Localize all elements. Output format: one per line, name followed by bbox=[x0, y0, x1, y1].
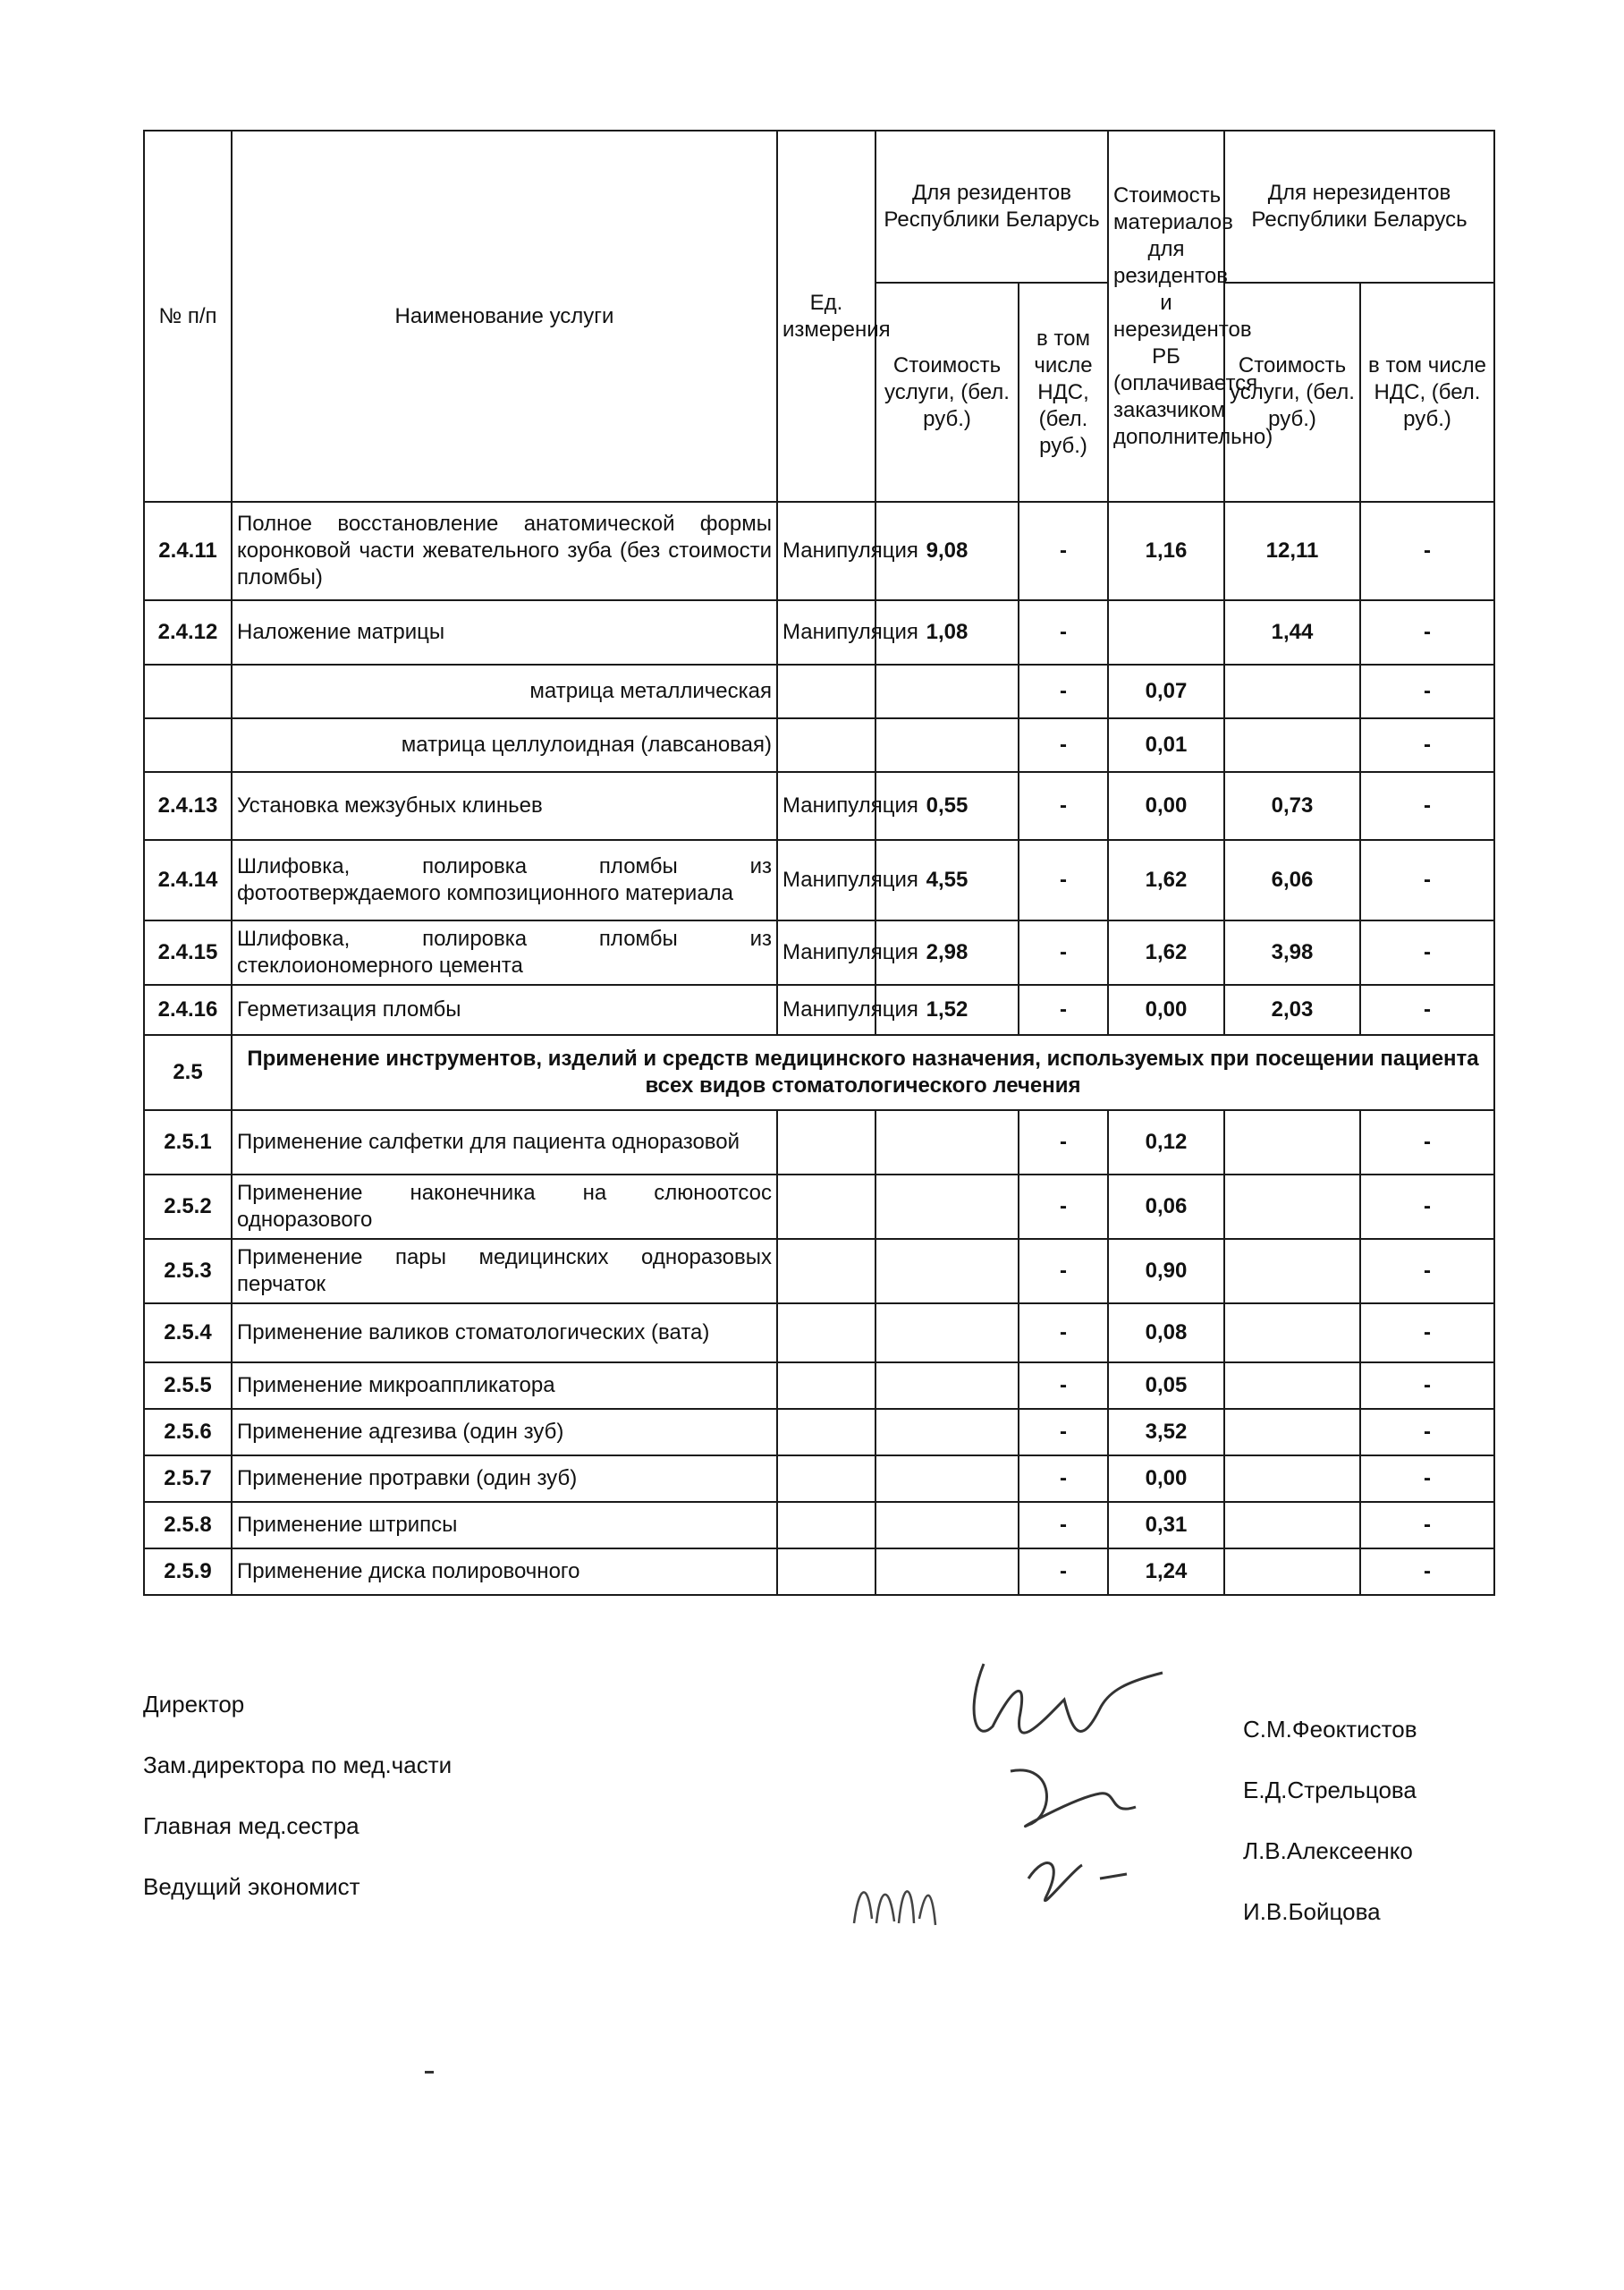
row-number: 2.5.7 bbox=[144, 1455, 232, 1502]
cost-nonresident: 1,44 bbox=[1224, 600, 1360, 665]
table-row bbox=[144, 840, 1494, 920]
unit-cell bbox=[777, 1455, 875, 1502]
vat-nonresident: - bbox=[1360, 600, 1494, 665]
material-cost: 0,00 bbox=[1108, 1455, 1224, 1502]
material-cost: 0,12 bbox=[1108, 1110, 1224, 1175]
signatory-title: Ведущий экономист bbox=[143, 1873, 360, 1900]
unit-cell: Манипуляция bbox=[777, 772, 875, 840]
row-number: 2.5.4 bbox=[144, 1303, 232, 1362]
cost-resident bbox=[875, 1548, 1019, 1595]
unit-cell: Манипуляция bbox=[777, 600, 875, 665]
header-material: Стоимость материалов для резидентов и нерезидентов РБ (оплачивается заказчиком дополнительно) bbox=[1108, 131, 1224, 502]
table-row bbox=[144, 1548, 1494, 1595]
service-name: Применение диска полировочного bbox=[232, 1548, 777, 1595]
row-number: 2.4.15 bbox=[144, 920, 232, 985]
row-number: 2.4.11 bbox=[144, 502, 232, 600]
cost-nonresident bbox=[1224, 1502, 1360, 1548]
cost-nonresident: 0,73 bbox=[1224, 772, 1360, 840]
cost-resident: 4,55 bbox=[875, 840, 1019, 920]
vat-resident: - bbox=[1019, 920, 1108, 985]
header-vat-nonres: в том числе НДС, (бел. руб.) bbox=[1360, 283, 1494, 502]
row-number: 2.4.16 bbox=[144, 985, 232, 1035]
vat-nonresident: - bbox=[1360, 1303, 1494, 1362]
unit-cell bbox=[777, 1175, 875, 1239]
header-cost: Стоимость услуги, (бел. руб.) bbox=[875, 283, 1019, 502]
unit-cell bbox=[777, 1239, 875, 1303]
vat-resident: - bbox=[1019, 1110, 1108, 1175]
unit-cell bbox=[777, 1548, 875, 1595]
unit-cell bbox=[777, 1110, 875, 1175]
table-row bbox=[144, 600, 1494, 665]
cost-resident bbox=[875, 1175, 1019, 1239]
service-name: Применение пары медицинских одноразовых перчаток bbox=[232, 1239, 777, 1303]
material-cost: 0,90 bbox=[1108, 1239, 1224, 1303]
cost-nonresident bbox=[1224, 1175, 1360, 1239]
material-cost: 0,00 bbox=[1108, 772, 1224, 840]
table-row bbox=[144, 718, 1494, 772]
cost-nonresident bbox=[1224, 1409, 1360, 1455]
service-name: Применение валиков стоматологических (вата) bbox=[232, 1303, 777, 1362]
signatory-name: Л.В.Алексеенко bbox=[1243, 1837, 1413, 1864]
cost-nonresident bbox=[1224, 1362, 1360, 1409]
cost-nonresident bbox=[1224, 665, 1360, 718]
cost-nonresident bbox=[1224, 1548, 1360, 1595]
vat-resident: - bbox=[1019, 718, 1108, 772]
table-row bbox=[144, 665, 1494, 718]
vat-resident: - bbox=[1019, 840, 1108, 920]
table-row bbox=[144, 1175, 1494, 1239]
material-cost: 0,06 bbox=[1108, 1175, 1224, 1239]
cost-nonresident bbox=[1224, 718, 1360, 772]
material-cost: 1,62 bbox=[1108, 920, 1224, 985]
table-row bbox=[144, 502, 1494, 600]
vat-nonresident: - bbox=[1360, 1175, 1494, 1239]
table-row bbox=[144, 1455, 1494, 1502]
service-name: Наложение матрицы bbox=[232, 600, 777, 665]
unit-cell bbox=[777, 1409, 875, 1455]
signatory-name: С.М.Феоктистов bbox=[1243, 1716, 1417, 1743]
vat-nonresident: - bbox=[1360, 840, 1494, 920]
material-cost: 0,01 bbox=[1108, 718, 1224, 772]
header-num: № п/п bbox=[144, 131, 232, 502]
table-row bbox=[144, 985, 1494, 1035]
material-cost: 0,00 bbox=[1108, 985, 1224, 1035]
cost-resident: 9,08 bbox=[875, 502, 1019, 600]
cost-resident bbox=[875, 1362, 1019, 1409]
service-name: матрица целлулоидная (лавсановая) bbox=[232, 718, 777, 772]
header-row-1 bbox=[144, 131, 1494, 283]
material-cost: 3,52 bbox=[1108, 1409, 1224, 1455]
handwritten-signature bbox=[948, 1637, 1216, 1932]
material-cost: 0,07 bbox=[1108, 665, 1224, 718]
cost-nonresident bbox=[1224, 1239, 1360, 1303]
row-number: 2.5.9 bbox=[144, 1548, 232, 1595]
unit-cell: Манипуляция bbox=[777, 840, 875, 920]
row-number: 2.5.1 bbox=[144, 1110, 232, 1175]
table-row bbox=[144, 920, 1494, 985]
service-name: Применение протравки (один зуб) bbox=[232, 1455, 777, 1502]
header-vat: в том числе НДС, (бел. руб.) bbox=[1019, 283, 1108, 502]
cost-resident bbox=[875, 1502, 1019, 1548]
row-number: 2.5.6 bbox=[144, 1409, 232, 1455]
row-number bbox=[144, 665, 232, 718]
vat-nonresident: - bbox=[1360, 718, 1494, 772]
row-number: 2.5.3 bbox=[144, 1239, 232, 1303]
vat-resident: - bbox=[1019, 1362, 1108, 1409]
unit-cell bbox=[777, 665, 875, 718]
vat-resident: - bbox=[1019, 772, 1108, 840]
cost-nonresident bbox=[1224, 1303, 1360, 1362]
vat-resident: - bbox=[1019, 1303, 1108, 1362]
cost-nonresident: 6,06 bbox=[1224, 840, 1360, 920]
signatory-title: Главная мед.сестра bbox=[143, 1812, 359, 1839]
row-number: 2.5.2 bbox=[144, 1175, 232, 1239]
vat-resident: - bbox=[1019, 1239, 1108, 1303]
cost-resident bbox=[875, 665, 1019, 718]
unit-cell: Манипуляция bbox=[777, 502, 875, 600]
vat-resident: - bbox=[1019, 1502, 1108, 1548]
vat-resident: - bbox=[1019, 1409, 1108, 1455]
cost-resident: 1,52 bbox=[875, 985, 1019, 1035]
row-number: 2.4.13 bbox=[144, 772, 232, 840]
row-number: 2.5.5 bbox=[144, 1362, 232, 1409]
material-cost: 1,24 bbox=[1108, 1548, 1224, 1595]
row-number: 2.5.8 bbox=[144, 1502, 232, 1548]
service-name: Применение штрипсы bbox=[232, 1502, 777, 1548]
header-unit: Ед. измерения bbox=[777, 131, 875, 502]
material-cost: 0,05 bbox=[1108, 1362, 1224, 1409]
header-name: Наименование услуги bbox=[232, 131, 777, 502]
vat-resident: - bbox=[1019, 1175, 1108, 1239]
section-title: Применение инструментов, изделий и средств медицинского назначения, используемых при посещении пациента всех видов стоматологического лечения bbox=[232, 1035, 1494, 1110]
vat-nonresident: - bbox=[1360, 1502, 1494, 1548]
service-name: Шлифовка, полировка пломбы из фотоотверждаемого композиционного материала bbox=[232, 840, 777, 920]
table-row bbox=[144, 1110, 1494, 1175]
vat-resident: - bbox=[1019, 502, 1108, 600]
scan-mark bbox=[425, 2071, 434, 2074]
service-name: Применение микроаппликатора bbox=[232, 1362, 777, 1409]
cost-resident bbox=[875, 718, 1019, 772]
cost-nonresident: 12,11 bbox=[1224, 502, 1360, 600]
vat-resident: - bbox=[1019, 665, 1108, 718]
header-cost-nonres: Стоимость услуги, (бел. руб.) bbox=[1224, 283, 1360, 502]
row-number bbox=[144, 718, 232, 772]
unit-cell bbox=[777, 1502, 875, 1548]
service-name: матрица металлическая bbox=[232, 665, 777, 718]
vat-nonresident: - bbox=[1360, 920, 1494, 985]
service-name: Полное восстановление анатомической формы коронковой части жевательного зуба (без стоимости пломбы) bbox=[232, 502, 777, 600]
cost-nonresident bbox=[1224, 1110, 1360, 1175]
header-nonresidents: Для нерезидентов Республики Беларусь bbox=[1224, 131, 1494, 283]
row-number: 2.4.14 bbox=[144, 840, 232, 920]
service-name: Установка межзубных клиньев bbox=[232, 772, 777, 840]
signatories-block bbox=[143, 1691, 1484, 1977]
vat-resident: - bbox=[1019, 985, 1108, 1035]
handwritten-initials bbox=[850, 1870, 957, 1932]
vat-nonresident: - bbox=[1360, 1110, 1494, 1175]
signatory-title: Зам.директора по мед.части bbox=[143, 1751, 453, 1778]
price-table bbox=[143, 130, 1495, 1596]
cost-resident bbox=[875, 1110, 1019, 1175]
table-row bbox=[144, 1239, 1494, 1303]
vat-nonresident: - bbox=[1360, 1362, 1494, 1409]
material-cost: 1,62 bbox=[1108, 840, 1224, 920]
vat-nonresident: - bbox=[1360, 985, 1494, 1035]
header-residents: Для резидентов Республики Беларусь bbox=[875, 131, 1108, 283]
unit-cell bbox=[777, 1303, 875, 1362]
material-cost bbox=[1108, 600, 1224, 665]
material-cost: 0,08 bbox=[1108, 1303, 1224, 1362]
unit-cell: Манипуляция bbox=[777, 920, 875, 985]
section-number: 2.5 bbox=[144, 1035, 232, 1110]
signatory-title: Директор bbox=[143, 1691, 245, 1718]
vat-resident: - bbox=[1019, 600, 1108, 665]
cost-resident bbox=[875, 1239, 1019, 1303]
material-cost: 1,16 bbox=[1108, 502, 1224, 600]
cost-resident: 1,08 bbox=[875, 600, 1019, 665]
cost-nonresident: 2,03 bbox=[1224, 985, 1360, 1035]
vat-nonresident: - bbox=[1360, 502, 1494, 600]
vat-nonresident: - bbox=[1360, 665, 1494, 718]
unit-cell: Манипуляция bbox=[777, 985, 875, 1035]
cost-resident bbox=[875, 1303, 1019, 1362]
cost-resident bbox=[875, 1455, 1019, 1502]
service-name: Применение адгезива (один зуб) bbox=[232, 1409, 777, 1455]
signatory-name: И.В.Бойцова bbox=[1243, 1898, 1381, 1925]
section-row bbox=[144, 1035, 1494, 1110]
cost-resident: 2,98 bbox=[875, 920, 1019, 985]
vat-nonresident: - bbox=[1360, 1548, 1494, 1595]
vat-resident: - bbox=[1019, 1455, 1108, 1502]
vat-resident: - bbox=[1019, 1548, 1108, 1595]
table-row bbox=[144, 772, 1494, 840]
cost-resident bbox=[875, 1409, 1019, 1455]
unit-cell bbox=[777, 718, 875, 772]
row-number: 2.4.12 bbox=[144, 600, 232, 665]
vat-nonresident: - bbox=[1360, 1455, 1494, 1502]
vat-nonresident: - bbox=[1360, 1239, 1494, 1303]
table-row bbox=[144, 1303, 1494, 1362]
cost-nonresident bbox=[1224, 1455, 1360, 1502]
vat-nonresident: - bbox=[1360, 1409, 1494, 1455]
cost-nonresident: 3,98 bbox=[1224, 920, 1360, 985]
vat-nonresident: - bbox=[1360, 772, 1494, 840]
cost-resident: 0,55 bbox=[875, 772, 1019, 840]
table-row bbox=[144, 1362, 1494, 1409]
service-name: Герметизация пломбы bbox=[232, 985, 777, 1035]
table-row bbox=[144, 1409, 1494, 1455]
signatory-name: Е.Д.Стрельцова bbox=[1243, 1777, 1417, 1803]
table-row bbox=[144, 1502, 1494, 1548]
unit-cell bbox=[777, 1362, 875, 1409]
service-name: Применение салфетки для пациента одноразовой bbox=[232, 1110, 777, 1175]
service-name: Применение наконечника на слюноотсос одноразового bbox=[232, 1175, 777, 1239]
service-name: Шлифовка, полировка пломбы из стеклоиономерного цемента bbox=[232, 920, 777, 985]
material-cost: 0,31 bbox=[1108, 1502, 1224, 1548]
